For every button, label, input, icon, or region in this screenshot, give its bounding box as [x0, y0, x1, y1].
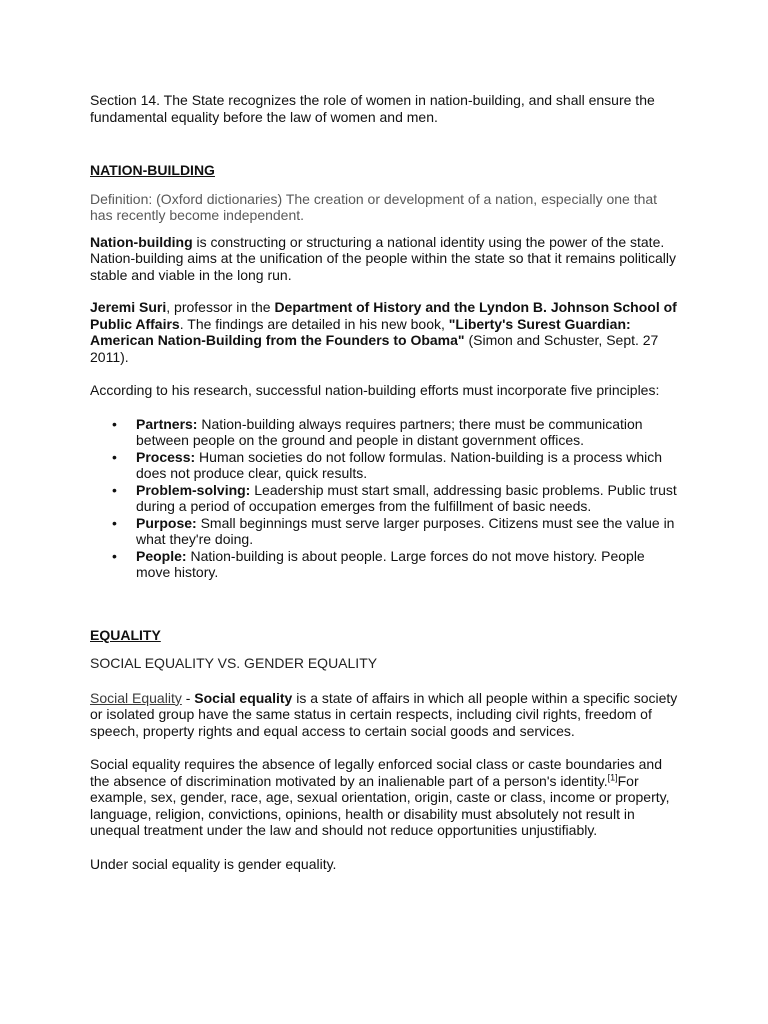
bullet-icon: • — [112, 415, 117, 432]
principle-text: Nation-building is about people. Large forces do not move history. People move history. — [136, 547, 645, 580]
principle-term: Problem-solving: — [136, 481, 251, 498]
social-equality-requirements — [90, 756, 678, 839]
nation-building-heading: NATION-BUILDING — [90, 162, 215, 178]
section-14-paragraph: Section 14. The State recognizes the role of women in nation-building, and shall ensure the fundamental equality before the law of women and men. — [90, 92, 655, 125]
nation-building-description — [90, 234, 678, 284]
social-equality-paragraph — [90, 690, 678, 740]
principles-list — [90, 416, 678, 581]
principle-text: Nation-building always requires partners; there must be communication between people on the ground and people in distant government offices. — [136, 415, 643, 448]
nation-building-description-text: is constructing or structuring a national identity using the power of the state. Nation-building aims at the unification of the people within the state so that it remains politically stable and viable in the long run. — [90, 233, 676, 283]
principle-text: Human societies do not follow formulas. Nation-building is a process which does not produce clear, quick results. — [136, 448, 663, 481]
principle-term: Process: — [136, 448, 196, 465]
dash-separator: - — [181, 689, 195, 706]
list-item — [90, 449, 678, 482]
bullet-icon: • — [112, 514, 117, 531]
bullet-icon: • — [112, 448, 117, 465]
principle-term: People: — [136, 547, 187, 564]
equality-subheading: SOCIAL EQUALITY VS. GENDER EQUALITY — [90, 655, 378, 671]
suri-book-title: "Liberty's Surest Guardian: American Nation-Building from the Founders to Obama" — [90, 315, 631, 348]
equality-heading: EQUALITY — [90, 626, 161, 643]
list-item — [90, 482, 678, 515]
bullet-icon: • — [112, 481, 117, 498]
requirements-text-a: Social equality requires the absence of legally enforced social class or caste boundaries and the absence of discrimination motivated by an inalienable part of a person's identity. — [90, 756, 663, 789]
social-equality-definition: is a state of affairs in which all people within a specific society or isolated group have the same status in certain respects, including civil rights, freedom of speech, property rights and equal access to certain social goods and services. — [90, 689, 678, 739]
requirements-text-b: For example, sex, gender, race, age, sexual orientation, origin, caste or class, income or property, language, religion, convictions, opinions, health or disability must absolutely not result in unequal treatment under the law and should not reduce opportunities unjustifiably. — [90, 772, 670, 838]
research-intro: According to his research, successful nation-building efforts must incorporate five principles: — [90, 382, 660, 398]
suri-publisher: (Simon and Schuster, Sept. 27 2011). — [90, 332, 659, 365]
list-item — [90, 548, 678, 581]
definition-paragraph: Definition: (Oxford dictionaries) The creation or development of a nation, especially one that has recently become independent. — [90, 190, 658, 223]
suri-paragraph — [90, 299, 678, 365]
nation-building-term: Nation-building — [90, 233, 193, 250]
principle-text: Small beginnings must serve larger purposes. Citizens must see the value in what they're doing. — [136, 514, 675, 547]
principle-term: Purpose: — [136, 514, 197, 531]
bullet-icon: • — [112, 547, 117, 564]
suri-department: Department of History and the Lyndon B. Johnson School of Public Affairs — [90, 299, 677, 332]
list-item — [90, 515, 678, 548]
footnote-reference[interactable]: [1] — [607, 771, 618, 782]
social-equality-link[interactable]: Social Equality — [90, 689, 182, 706]
principle-term: Partners: — [136, 415, 198, 432]
suri-role: , professor in the — [166, 299, 275, 315]
list-item — [90, 416, 678, 449]
closing-sentence: Under social equality is gender equality. — [90, 855, 337, 872]
suri-findings: . The findings are detailed in his new book, — [179, 315, 449, 332]
principle-text: Leadership must start small, addressing basic problems. Public trust during a period of occupation emerges from the fulfillment of basic needs. — [136, 481, 677, 514]
suri-name: Jeremi Suri — [90, 299, 167, 315]
social-equality-term: Social equality — [194, 689, 293, 706]
